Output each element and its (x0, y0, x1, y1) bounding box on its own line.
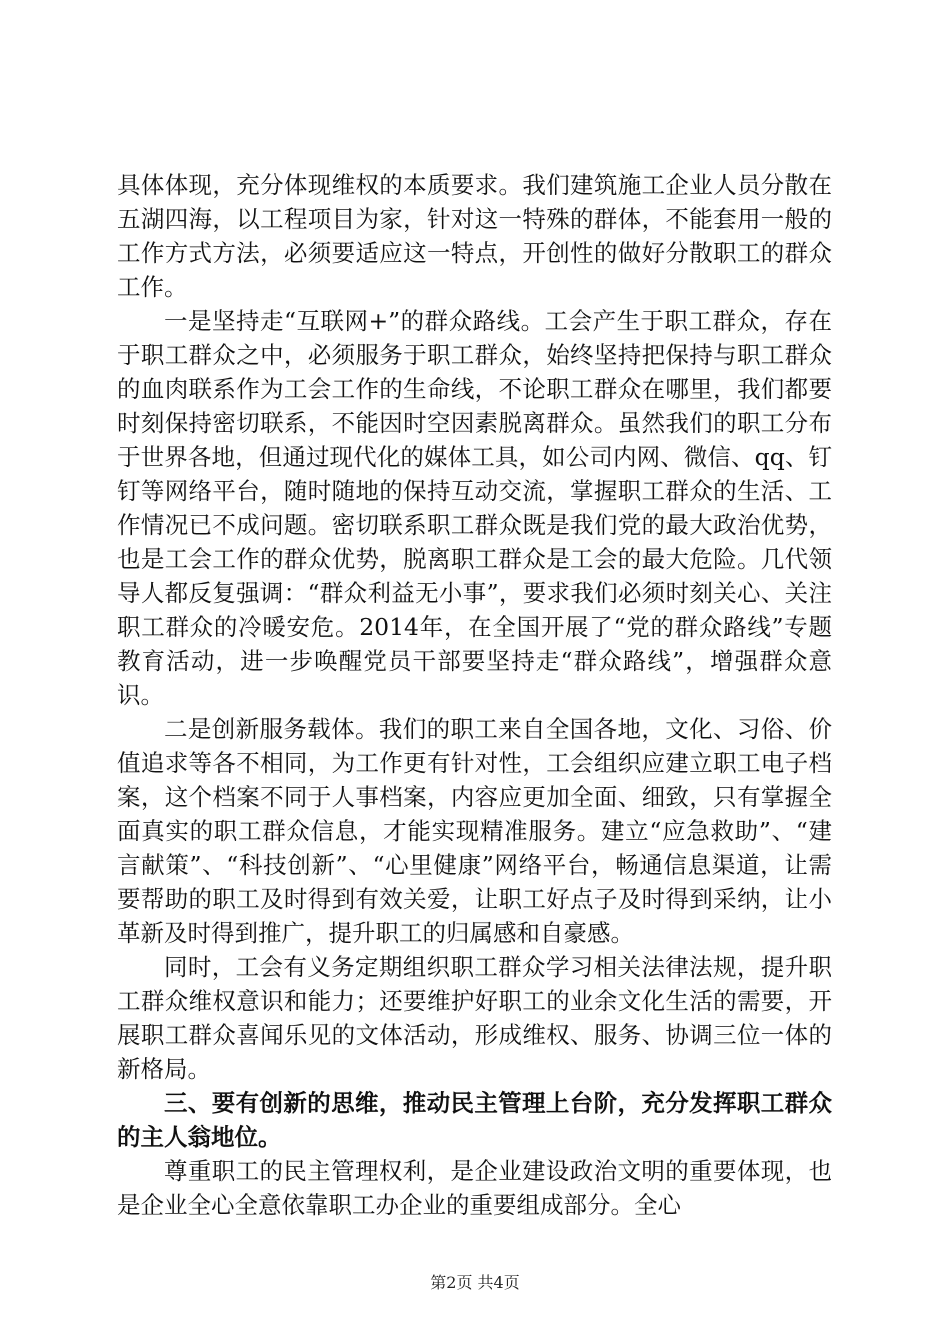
document-body (117, 168, 832, 1222)
paragraph-democratic-management: 尊重职工的民主管理权利，是企业建设政治文明的重要体现，也是企业全心全意依靠职工办企业的重要组成部分。全心 (117, 1157, 832, 1219)
page-footer: 第2页 共4页 (430, 1273, 520, 1292)
paragraph-internet-plus: 一是坚持走“互联网+”的群众路线。工会产生于职工群众，存在于职工群众之中，必须服务于职工群众，始终坚持把保持与职工群众的血肉联系作为工会工作的生命线，不论职工群众在哪里，我们都要时刻保持密切联系，不能因时空因素脱离群众。虽然我们的职工分布于世界各地，但通过现代化的媒体工具，如公司内网、微信、qq、钉钉等网络平台，随时随地的保持互动交流，掌握职工群众的生活、工作情况已不成问题。密切联系职工群众既是我们党的最大政治优势，也是工会工作的群众优势，脱离职工群众是工会的最大危险。几代领导人都反复强调：“群众利益无小事”，要求我们必须时刻关心、关注职工群众的冷暖安危。2014年，在全国开展了“党的群众路线”专题教育活动，进一步唤醒党员干部要坚持走“群众路线”，增强群众意识。 (117, 307, 832, 709)
paragraph-legal-learning: 同时，工会有义务定期组织职工群众学习相关法律法规，提升职工群众维权意识和能力；还要维护好职工的业余文化生活的需要，开展职工群众喜闻乐见的文体活动，形成维权、服务、协调三位一体的新格局。 (117, 953, 832, 1083)
paragraph-continuation: 具体体现，充分体现维权的本质要求。我们建筑施工企业人员分散在五湖四海，以工程项目为家，针对这一特殊的群体，不能套用一般的工作方式方法，必须要适应这一特点，开创性的做好分散职工的群众工作。 (117, 171, 832, 301)
paragraph-service-carrier: 二是创新服务载体。我们的职工来自全国各地，文化、习俗、价值追求等各不相同，为工作更有针对性，工会组织应建立职工电子档案，这个档案不同于人事档案，内容应更加全面、细致，只有掌握全面真实的职工群众信息，才能实现精准服务。建立“应急救助”、“建言献策”、“科技创新”、“心里健康”网络平台，畅通信息渠道，让需要帮助的职工及时得到有效关爱，让职工好点子及时得到采纳，让小革新及时得到推广，提升职工的归属感和自豪感。 (117, 715, 832, 947)
section-heading-three: 三、要有创新的思维，推动民主管理上台阶，充分发挥职工群众的主人翁地位。 (117, 1089, 832, 1151)
